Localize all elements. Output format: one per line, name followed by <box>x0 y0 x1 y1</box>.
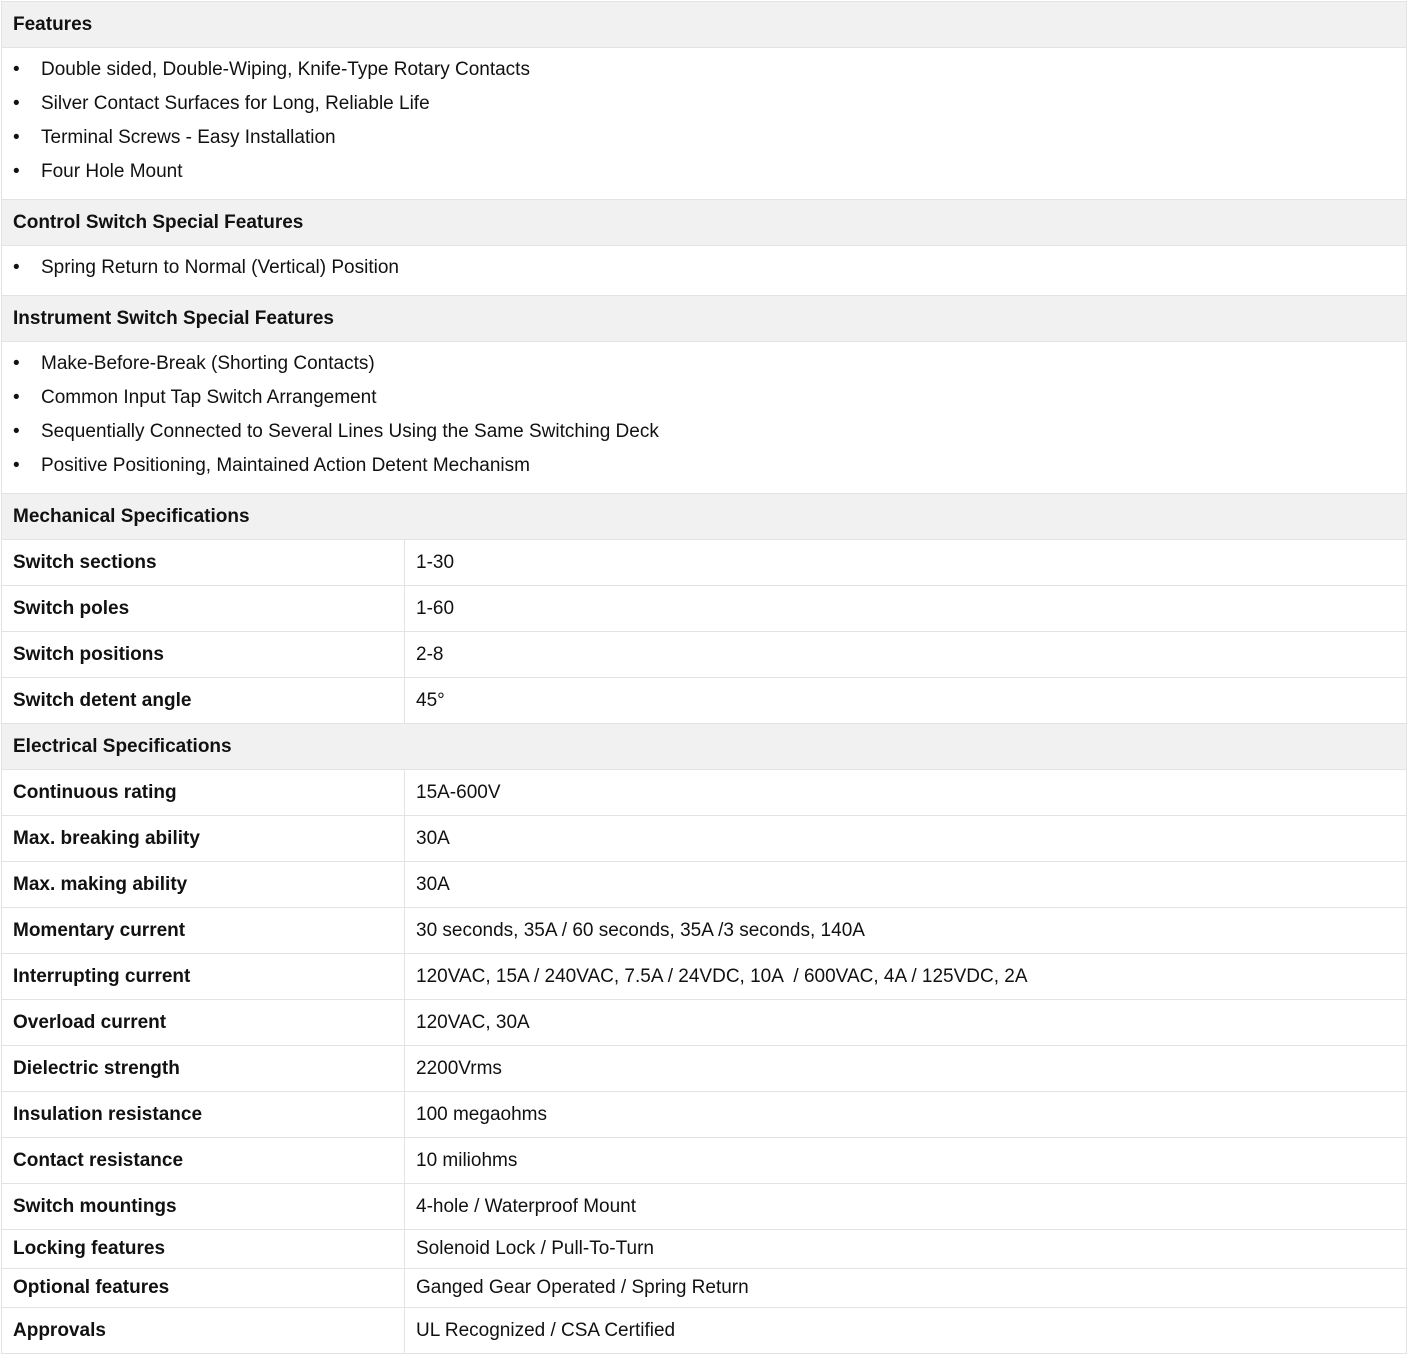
table-row <box>2 1092 1407 1138</box>
electrical-title: Electrical Specifications <box>2 724 1407 770</box>
mechanical-title: Mechanical Specifications <box>2 494 1407 540</box>
spec-label: Insulation resistance <box>2 1092 405 1138</box>
spec-value: 1-60 <box>405 586 1407 632</box>
bullet-icon: • <box>13 353 20 374</box>
spec-label: Overload current <box>2 1000 405 1046</box>
spec-label: Continuous rating <box>2 770 405 816</box>
spec-label: Max. breaking ability <box>2 816 405 862</box>
spec-label: Locking features <box>2 1230 405 1269</box>
spec-value: 15A-600V <box>405 770 1407 816</box>
table-row <box>2 816 1407 862</box>
spec-value: 100 megaohms <box>405 1092 1407 1138</box>
features-list <box>13 59 1395 195</box>
spec-label: Max. making ability <box>2 862 405 908</box>
spec-value: Solenoid Lock / Pull-To-Turn <box>405 1230 1407 1269</box>
control-switch-header-row <box>2 200 1407 246</box>
spec-label: Momentary current <box>2 908 405 954</box>
table-row <box>2 1184 1407 1230</box>
control-switch-list-row <box>2 246 1407 296</box>
table-row <box>2 1230 1407 1269</box>
list-item: • Spring Return to Normal (Vertical) Position <box>13 257 399 278</box>
spec-label: Switch sections <box>2 540 405 586</box>
bullet-icon: • <box>13 455 20 476</box>
spec-value: UL Recognized / CSA Certified <box>405 1308 1407 1354</box>
table-row <box>2 586 1407 632</box>
list-item: • Positive Positioning, Maintained Action Detent Mechanism <box>13 455 530 476</box>
table-row <box>2 1000 1407 1046</box>
table-row <box>2 1308 1407 1354</box>
spec-label: Switch poles <box>2 586 405 632</box>
bullet-icon: • <box>13 161 20 182</box>
table-row <box>2 770 1407 816</box>
spec-value: 120VAC, 30A <box>405 1000 1407 1046</box>
spec-value: 120VAC, 15A / 240VAC, 7.5A / 24VDC, 10A / 600VAC, 4A / 125VDC, 2A <box>405 954 1407 1000</box>
control-switch-list <box>13 257 1395 291</box>
spec-value: Ganged Gear Operated / Spring Return <box>405 1269 1407 1308</box>
bullet-icon: • <box>13 421 20 442</box>
spec-label: Switch positions <box>2 632 405 678</box>
table-row <box>2 1046 1407 1092</box>
bullet-icon: • <box>13 93 20 114</box>
list-item: • Sequentially Connected to Several Lines Using the Same Switching Deck <box>13 421 659 442</box>
spec-value: 30A <box>405 862 1407 908</box>
list-item: • Silver Contact Surfaces for Long, Reliable Life <box>13 93 430 114</box>
spec-label: Optional features <box>2 1269 405 1308</box>
list-item: • Make-Before-Break (Shorting Contacts) <box>13 353 375 374</box>
electrical-header-row <box>2 724 1407 770</box>
instrument-switch-header-row <box>2 296 1407 342</box>
spec-label: Switch detent angle <box>2 678 405 724</box>
spec-label: Interrupting current <box>2 954 405 1000</box>
features-header-row <box>2 2 1407 48</box>
spec-label: Contact resistance <box>2 1138 405 1184</box>
table-row <box>2 862 1407 908</box>
instrument-switch-list <box>13 353 1395 489</box>
list-item: • Four Hole Mount <box>13 161 183 182</box>
spec-value: 2-8 <box>405 632 1407 678</box>
instrument-switch-title: Instrument Switch Special Features <box>2 296 1407 342</box>
table-row <box>2 1269 1407 1308</box>
features-title: Features <box>2 2 1407 48</box>
spec-value: 45° <box>405 678 1407 724</box>
spec-value: 30 seconds, 35A / 60 seconds, 35A /3 seconds, 140A <box>405 908 1407 954</box>
spec-value: 4-hole / Waterproof Mount <box>405 1184 1407 1230</box>
bullet-icon: • <box>13 59 20 80</box>
list-item: • Common Input Tap Switch Arrangement <box>13 387 377 408</box>
instrument-switch-list-row <box>2 342 1407 494</box>
spec-label: Switch mountings <box>2 1184 405 1230</box>
table-row <box>2 540 1407 586</box>
list-item: • Double sided, Double-Wiping, Knife-Type Rotary Contacts <box>13 59 530 80</box>
spec-value: 1-30 <box>405 540 1407 586</box>
spec-value: 30A <box>405 816 1407 862</box>
table-row <box>2 908 1407 954</box>
bullet-icon: • <box>13 127 20 148</box>
control-switch-title: Control Switch Special Features <box>2 200 1407 246</box>
bullet-icon: • <box>13 387 20 408</box>
spec-label: Approvals <box>2 1308 405 1354</box>
spec-value: 2200Vrms <box>405 1046 1407 1092</box>
table-row <box>2 954 1407 1000</box>
spec-label: Dielectric strength <box>2 1046 405 1092</box>
spec-value: 10 miliohms <box>405 1138 1407 1184</box>
list-item: • Terminal Screws - Easy Installation <box>13 127 336 148</box>
specifications-table <box>1 1 1407 1354</box>
mechanical-header-row <box>2 494 1407 540</box>
bullet-icon: • <box>13 257 20 278</box>
features-list-row <box>2 48 1407 200</box>
table-row <box>2 1138 1407 1184</box>
table-row <box>2 678 1407 724</box>
table-row <box>2 632 1407 678</box>
